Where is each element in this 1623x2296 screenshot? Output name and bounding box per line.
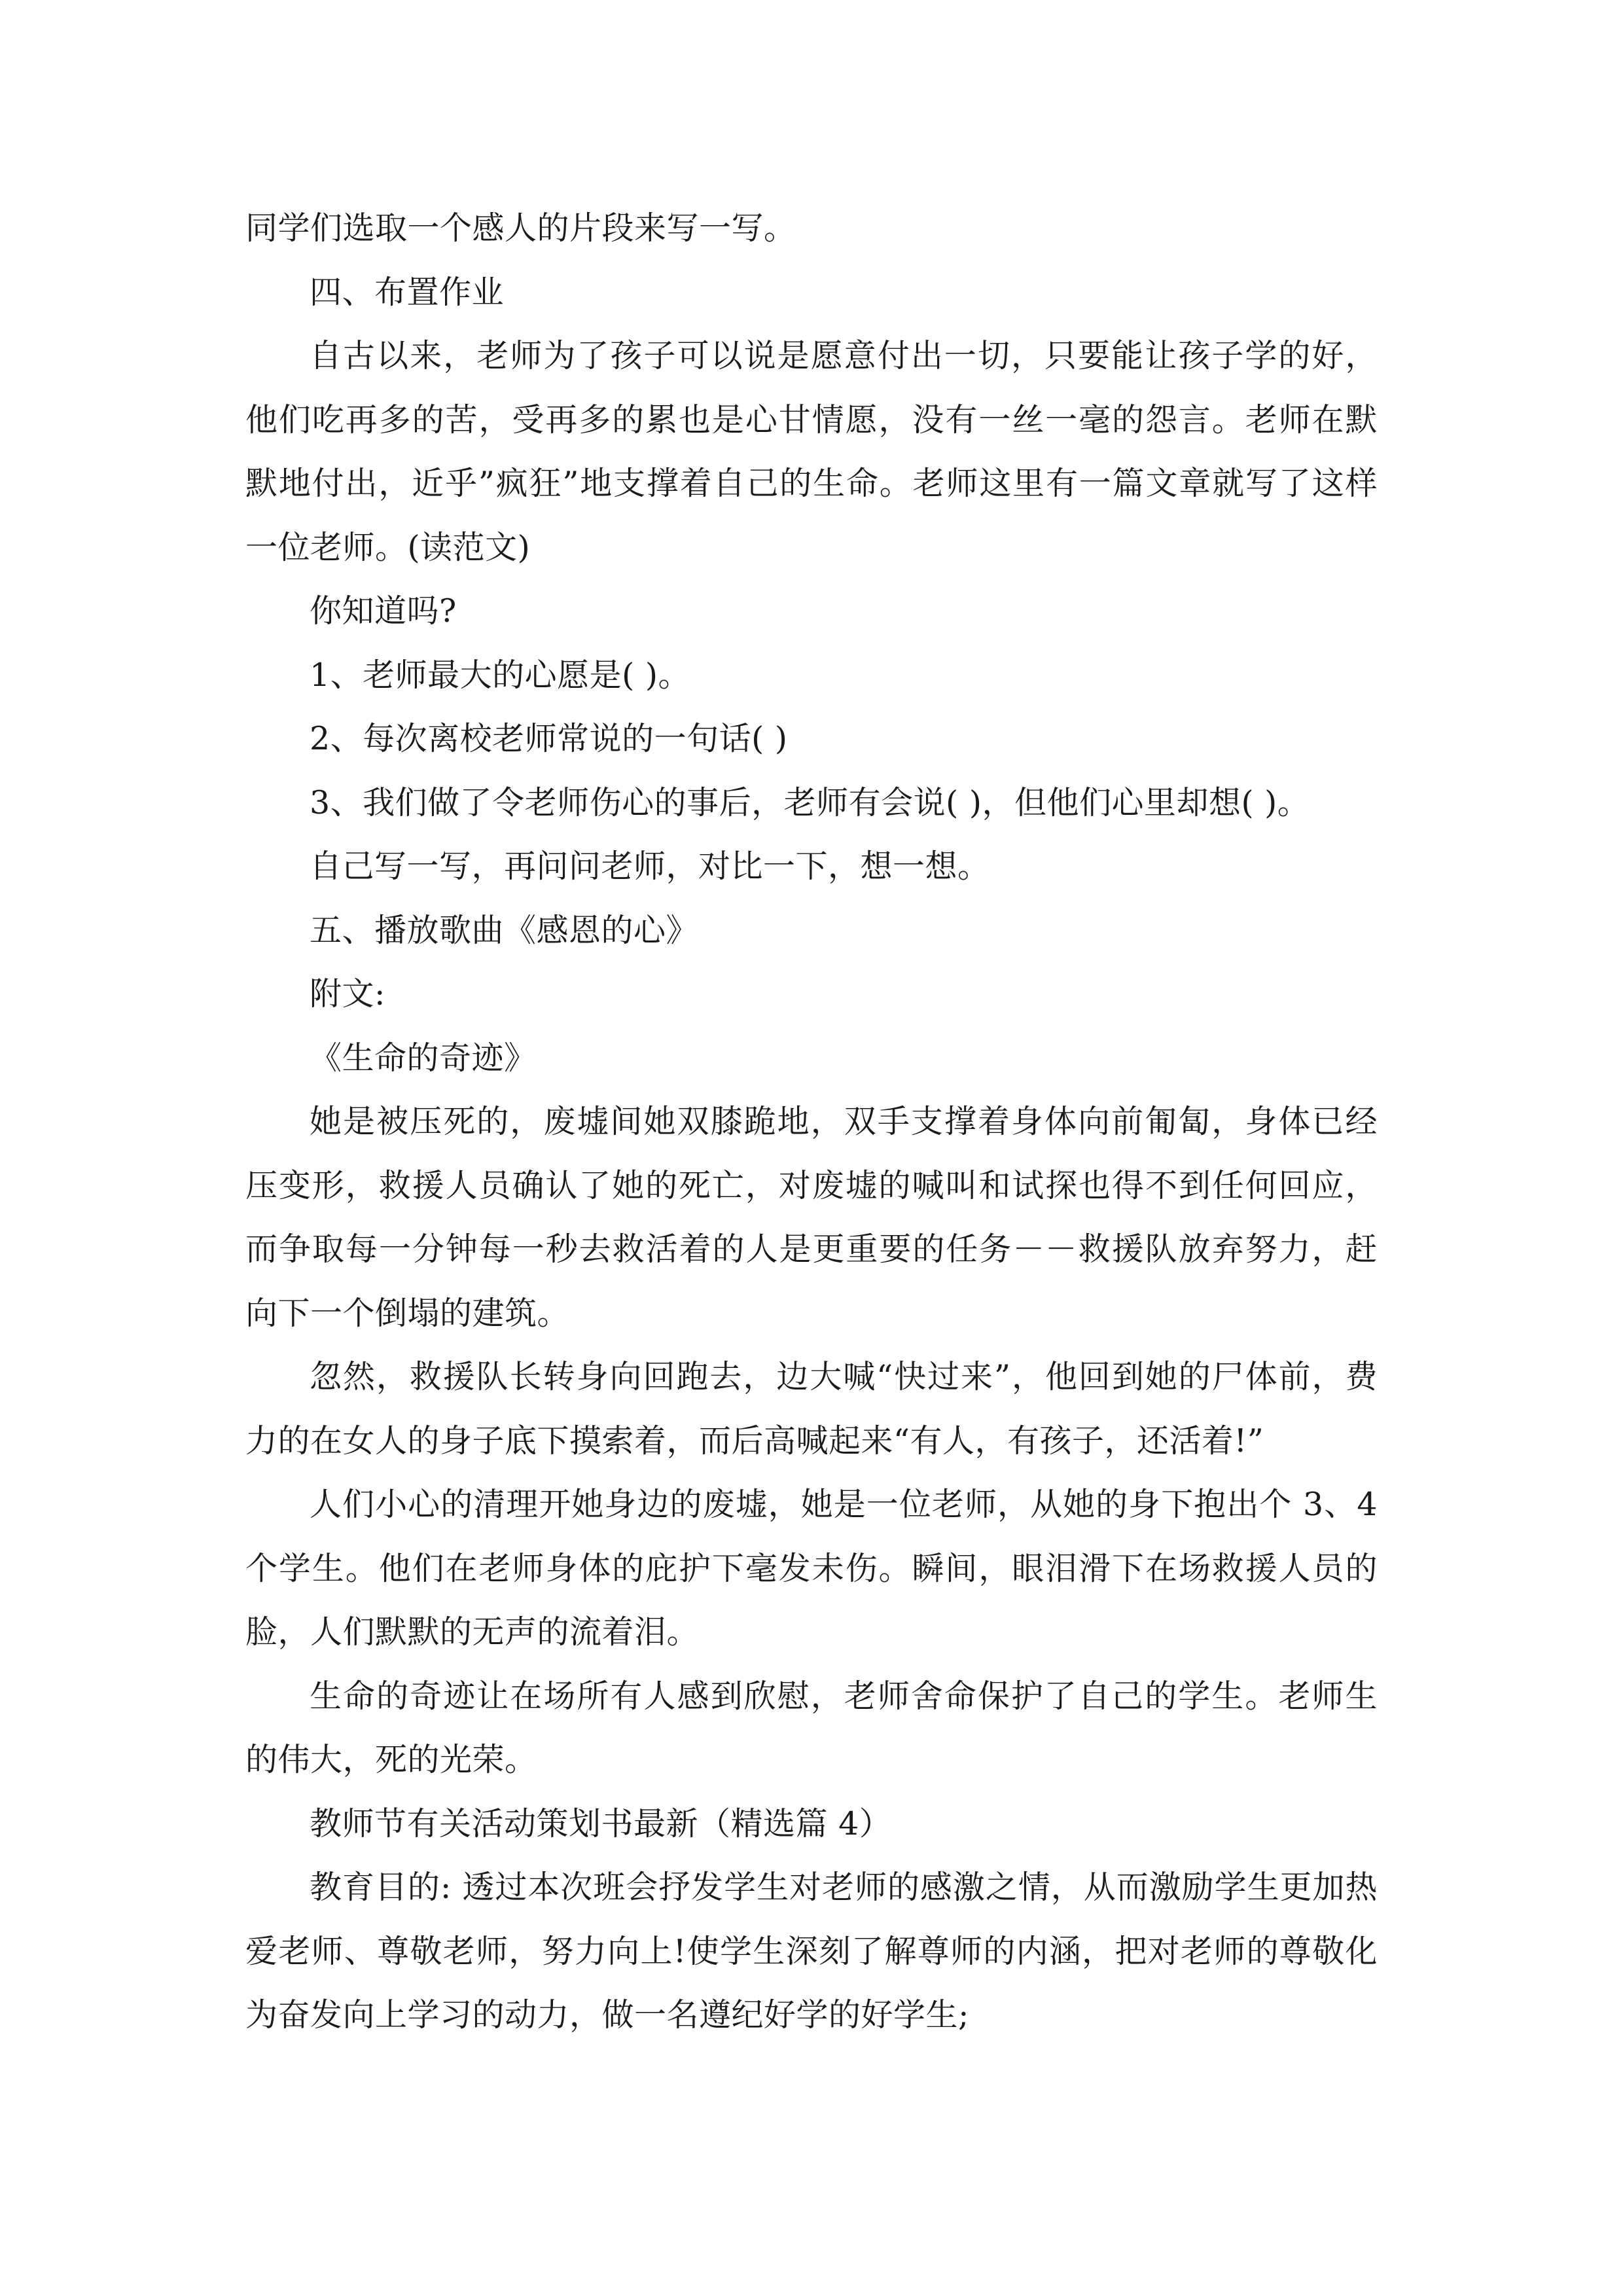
question-item-1: 1、老师最大的心愿是( )。 [310, 656, 690, 694]
appendix-label: 附文: [310, 975, 386, 1013]
article-paragraph: 她是被压死的，废墟间她双膝跪地，双手支撑着身体向前匍匐，身体已经压变形，救援人员确认了她的死亡，对废墟的喊叫和试探也得不到任何回应，而争取每一分钟每一秒去救活着的人是更重要的任务－－救援队放弃努力，赶向下一个倒塌的建筑。 [245, 1103, 1378, 1332]
document-body [245, 196, 1378, 2047]
paragraph-education-goal: 教育目的: 透过本次班会抒发学生对老师的感激之情，从而激励学生更加热爱老师、尊敬老师，努力向上!使学生深刻了解尊师的内涵，把对老师的尊敬化为奋发向上学习的动力，做一名遵纪好学的好学生; [245, 1869, 1378, 2034]
section-title-plan-4: 教师节有关活动策划书最新（精选篇 4） [310, 1804, 892, 1842]
paragraph-instruction: 自己写一写，再问问老师，对比一下，想一想。 [310, 848, 990, 885]
section-heading-song: 五、播放歌曲《感恩的心》 [310, 911, 699, 949]
article-paragraph: 人们小心的清理开她身边的废墟，她是一位老师，从她的身下抱出个 3、4 个学生。他们在老师身体的庇护下毫发未伤。瞬间，眼泪滑下在场救援人员的脸，人们默默的无声的流着泪。 [245, 1486, 1378, 1651]
article-paragraph: 生命的奇迹让在场所有人感到欣慰，老师舍命保护了自己的学生。老师生的伟大，死的光荣。 [245, 1677, 1378, 1778]
question-item-3: 3、我们做了令老师伤心的事后，老师有会说( )，但他们心里却想( )。 [310, 783, 1310, 821]
paragraph-intro: 自古以来，老师为了孩子可以说是愿意付出一切，只要能让孩子学的好，他们吃再多的苦，受再多的累也是心甘情愿，没有一丝一毫的怨言。老师在默默地付出，近乎”疯狂”地支撑着自己的生命。老师这里有一篇文章就写了这样一位老师。(读范文) [245, 337, 1378, 566]
question-prompt: 你知道吗? [310, 592, 457, 630]
section-heading-assignment: 四、布置作业 [310, 273, 505, 311]
question-item-2: 2、每次离校老师常说的一句话( ) [310, 720, 788, 757]
article-paragraph: 忽然，救援队长转身向回跑去，边大喊“快过来”，他回到她的尸体前，费力的在女人的身子底下摸索着，而后高喊起来“有人，有孩子，还活着!” [245, 1358, 1378, 1460]
paragraph-continuation: 同学们选取一个感人的片段来写一写。 [245, 209, 796, 247]
article-title: 《生命的奇迹》 [310, 1039, 537, 1077]
